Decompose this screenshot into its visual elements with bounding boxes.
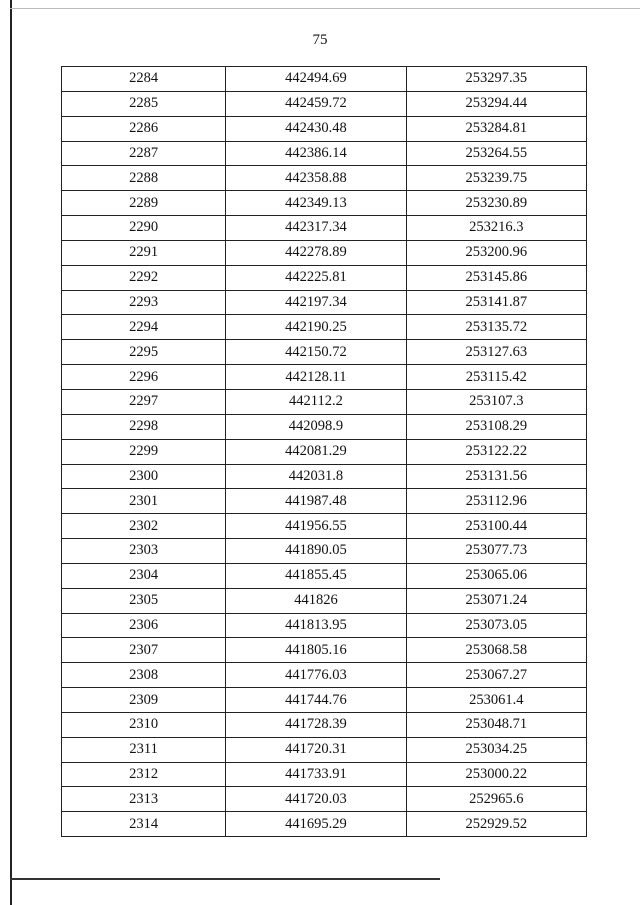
point-id-cell: 2304 — [62, 563, 226, 588]
y-coordinate-cell: 252965.6 — [406, 787, 586, 812]
table-row — [62, 216, 587, 241]
y-coordinate-cell: 252929.52 — [406, 812, 586, 837]
table-row — [62, 514, 587, 539]
y-coordinate-cell: 253077.73 — [406, 539, 586, 564]
table-row — [62, 340, 587, 365]
x-coordinate-cell: 442349.13 — [226, 191, 406, 216]
coordinates-table — [61, 66, 587, 837]
coordinates-table-body — [62, 67, 587, 837]
x-coordinate-cell: 442317.34 — [226, 216, 406, 241]
x-coordinate-cell: 442197.34 — [226, 290, 406, 315]
point-id-cell: 2291 — [62, 240, 226, 265]
table-row — [62, 116, 587, 141]
x-coordinate-cell: 441987.48 — [226, 489, 406, 514]
x-coordinate-cell: 441720.31 — [226, 737, 406, 762]
y-coordinate-cell: 253100.44 — [406, 514, 586, 539]
point-id-cell: 2286 — [62, 116, 226, 141]
table-row — [62, 588, 587, 613]
table-row — [62, 439, 587, 464]
y-coordinate-cell: 253000.22 — [406, 762, 586, 787]
y-coordinate-cell: 253034.25 — [406, 737, 586, 762]
point-id-cell: 2306 — [62, 613, 226, 638]
y-coordinate-cell: 253061.4 — [406, 688, 586, 713]
point-id-cell: 2310 — [62, 712, 226, 737]
page-border-top — [10, 8, 640, 9]
table-row — [62, 91, 587, 116]
point-id-cell: 2294 — [62, 315, 226, 340]
y-coordinate-cell: 253200.96 — [406, 240, 586, 265]
x-coordinate-cell: 441733.91 — [226, 762, 406, 787]
x-coordinate-cell: 441720.03 — [226, 787, 406, 812]
point-id-cell: 2302 — [62, 514, 226, 539]
table-row — [62, 762, 587, 787]
point-id-cell: 2313 — [62, 787, 226, 812]
page-number: 75 — [312, 32, 328, 48]
table-row — [62, 389, 587, 414]
y-coordinate-cell: 253112.96 — [406, 489, 586, 514]
point-id-cell: 2303 — [62, 539, 226, 564]
point-id-cell: 2290 — [62, 216, 226, 241]
table-row — [62, 290, 587, 315]
y-coordinate-cell: 253108.29 — [406, 414, 586, 439]
table-row — [62, 265, 587, 290]
table-row — [62, 812, 587, 837]
point-id-cell: 2307 — [62, 638, 226, 663]
y-coordinate-cell: 253071.24 — [406, 588, 586, 613]
table-row — [62, 191, 587, 216]
point-id-cell: 2287 — [62, 141, 226, 166]
y-coordinate-cell: 253145.86 — [406, 265, 586, 290]
x-coordinate-cell: 442128.11 — [226, 365, 406, 390]
y-coordinate-cell: 253131.56 — [406, 464, 586, 489]
point-id-cell: 2296 — [62, 365, 226, 390]
table-row — [62, 563, 587, 588]
y-coordinate-cell: 253284.81 — [406, 116, 586, 141]
point-id-cell: 2308 — [62, 663, 226, 688]
x-coordinate-cell: 442190.25 — [226, 315, 406, 340]
x-coordinate-cell: 442112.2 — [226, 389, 406, 414]
y-coordinate-cell: 253067.27 — [406, 663, 586, 688]
x-coordinate-cell: 442225.81 — [226, 265, 406, 290]
y-coordinate-cell: 253239.75 — [406, 166, 586, 191]
table-row — [62, 539, 587, 564]
y-coordinate-cell: 253122.22 — [406, 439, 586, 464]
x-coordinate-cell: 441813.95 — [226, 613, 406, 638]
y-coordinate-cell: 253127.63 — [406, 340, 586, 365]
point-id-cell: 2300 — [62, 464, 226, 489]
point-id-cell: 2284 — [62, 67, 226, 92]
table-row — [62, 315, 587, 340]
y-coordinate-cell: 253068.58 — [406, 638, 586, 663]
x-coordinate-cell: 441728.39 — [226, 712, 406, 737]
point-id-cell: 2312 — [62, 762, 226, 787]
x-coordinate-cell: 441890.05 — [226, 539, 406, 564]
point-id-cell: 2305 — [62, 588, 226, 613]
x-coordinate-cell: 442430.48 — [226, 116, 406, 141]
x-coordinate-cell: 442278.89 — [226, 240, 406, 265]
page-border-left — [10, 0, 12, 905]
x-coordinate-cell: 441805.16 — [226, 638, 406, 663]
x-coordinate-cell: 442081.29 — [226, 439, 406, 464]
x-coordinate-cell: 441776.03 — [226, 663, 406, 688]
table-row — [62, 464, 587, 489]
point-id-cell: 2298 — [62, 414, 226, 439]
x-coordinate-cell: 442459.72 — [226, 91, 406, 116]
table-row — [62, 688, 587, 713]
y-coordinate-cell: 253141.87 — [406, 290, 586, 315]
point-id-cell: 2288 — [62, 166, 226, 191]
table-row — [62, 240, 587, 265]
table-row — [62, 67, 587, 92]
table-row — [62, 166, 587, 191]
x-coordinate-cell: 442150.72 — [226, 340, 406, 365]
table-row — [62, 489, 587, 514]
point-id-cell: 2297 — [62, 389, 226, 414]
y-coordinate-cell: 253294.44 — [406, 91, 586, 116]
x-coordinate-cell: 441855.45 — [226, 563, 406, 588]
table-row — [62, 638, 587, 663]
x-coordinate-cell: 442494.69 — [226, 67, 406, 92]
point-id-cell: 2293 — [62, 290, 226, 315]
point-id-cell: 2301 — [62, 489, 226, 514]
x-coordinate-cell: 441826 — [226, 588, 406, 613]
table-row — [62, 787, 587, 812]
y-coordinate-cell: 253264.55 — [406, 141, 586, 166]
y-coordinate-cell: 253048.71 — [406, 712, 586, 737]
y-coordinate-cell: 253135.72 — [406, 315, 586, 340]
y-coordinate-cell: 253230.89 — [406, 191, 586, 216]
point-id-cell: 2292 — [62, 265, 226, 290]
x-coordinate-cell: 442358.88 — [226, 166, 406, 191]
x-coordinate-cell: 441744.76 — [226, 688, 406, 713]
x-coordinate-cell: 441956.55 — [226, 514, 406, 539]
table-row — [62, 414, 587, 439]
y-coordinate-cell: 253297.35 — [406, 67, 586, 92]
point-id-cell: 2309 — [62, 688, 226, 713]
y-coordinate-cell: 253115.42 — [406, 365, 586, 390]
x-coordinate-cell: 441695.29 — [226, 812, 406, 837]
x-coordinate-cell: 442031.8 — [226, 464, 406, 489]
table-row — [62, 663, 587, 688]
x-coordinate-cell: 442098.9 — [226, 414, 406, 439]
y-coordinate-cell: 253065.06 — [406, 563, 586, 588]
table-row — [62, 613, 587, 638]
point-id-cell: 2285 — [62, 91, 226, 116]
point-id-cell: 2314 — [62, 812, 226, 837]
point-id-cell: 2295 — [62, 340, 226, 365]
table-row — [62, 365, 587, 390]
table-row — [62, 712, 587, 737]
x-coordinate-cell: 442386.14 — [226, 141, 406, 166]
point-id-cell: 2289 — [62, 191, 226, 216]
point-id-cell: 2311 — [62, 737, 226, 762]
table-row — [62, 141, 587, 166]
point-id-cell: 2299 — [62, 439, 226, 464]
table-row — [62, 737, 587, 762]
page-border-bottom — [10, 878, 440, 880]
y-coordinate-cell: 253216.3 — [406, 216, 586, 241]
y-coordinate-cell: 253107.3 — [406, 389, 586, 414]
y-coordinate-cell: 253073.05 — [406, 613, 586, 638]
